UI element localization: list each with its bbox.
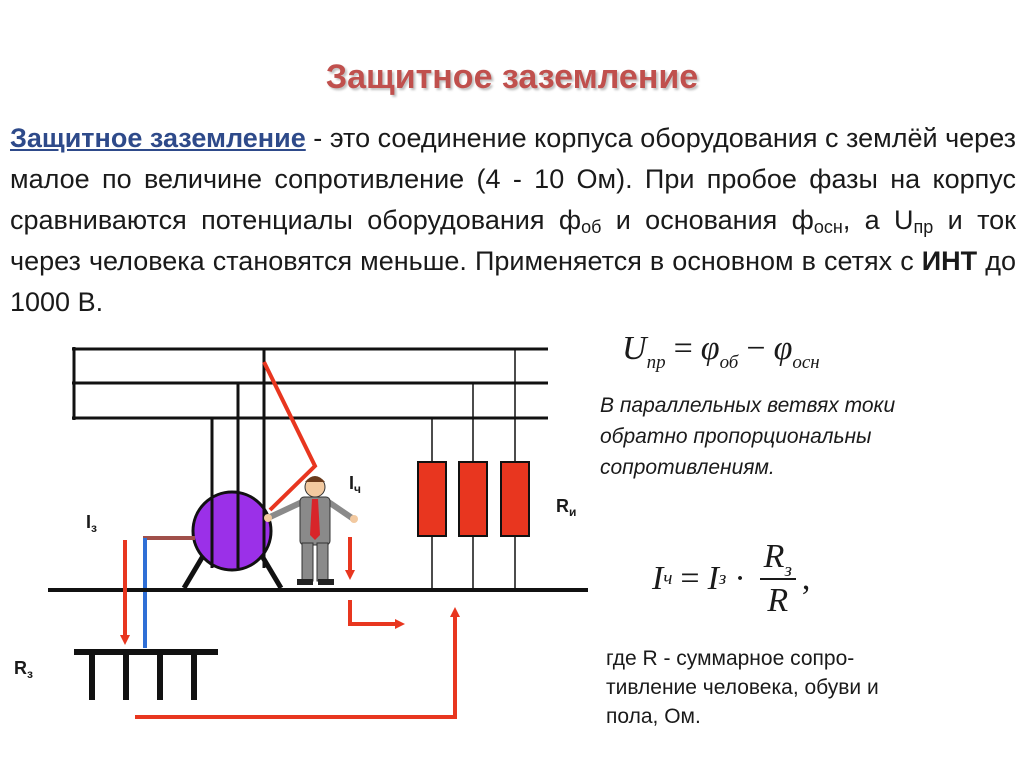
phi-ob-sub: об (581, 217, 602, 237)
fraction-denominator: R (767, 582, 789, 619)
label-ri: $R_и$ (556, 496, 577, 519)
formula-1-phi-osn: φ (773, 330, 793, 367)
definition-text-5: до 1000 В. (10, 246, 1016, 317)
power-lines (72, 347, 548, 420)
formula-2-comma: , (801, 560, 811, 597)
human-current-floor-arrow (350, 600, 400, 624)
human-hair (305, 476, 325, 482)
formula-human-current: I ч = I з · $\frac{R_з}{R}$ , (652, 538, 811, 619)
formula-2-iz: I (707, 560, 719, 597)
human-figure (264, 476, 358, 585)
human-right-shoe (318, 579, 334, 585)
human-left-leg (302, 543, 313, 581)
note-where-r: где R - суммарное сопро-тивление человека, обуви и пола, Ом. (606, 647, 879, 728)
human-right-arm (330, 503, 352, 518)
label-rz: $R_з$ (14, 658, 33, 681)
resistor-1 (418, 462, 446, 536)
fraction-num-r: R (763, 538, 785, 575)
return-current-path (135, 612, 455, 717)
bond-wire (145, 538, 195, 648)
formula-1-minus: − (746, 330, 766, 367)
formula-1-phi-ob-sub: об (719, 352, 739, 373)
formula-1-equals: = (673, 330, 693, 367)
formula-1-phi-osn-sub: осн (792, 352, 820, 373)
ground-electrodes (74, 652, 218, 700)
definition-text-1: - это соединение корпуса оборудования с землёй через малое по величине сопротивление (4 - 10 Ом). При пробое фазы на корпус сравниваются потенциалы оборудования ф (10, 123, 1016, 235)
human-left-hand (264, 514, 272, 522)
int-bold: ИНТ (921, 246, 978, 276)
resistor-2 (459, 462, 487, 536)
label-ich: $I_ч$ (349, 473, 361, 496)
definition-term: Защитное заземление (10, 123, 306, 153)
stand-left-leg (184, 556, 203, 588)
definition-text-2: и основания ф (601, 205, 814, 235)
formula-1-u: U (622, 330, 647, 367)
formula-2-equals: = (680, 560, 700, 597)
formula-2-dot: · (734, 560, 746, 597)
note-parallel-branches: В параллельных ветвях токи обратно пропорциональны сопротивлениям. (600, 394, 896, 479)
human-left-shoe (297, 579, 313, 585)
formula-2-i: I (652, 560, 664, 597)
formula-1-u-sub: пр (646, 352, 666, 373)
resistor-3 (501, 462, 529, 536)
u-pr-sub: пр (913, 217, 934, 237)
slide-title: Защитное заземление (325, 58, 699, 96)
phi-osn-sub: осн (813, 217, 843, 237)
definition-text-3: , а U (842, 205, 914, 235)
formula-1-phi-ob: φ (700, 330, 720, 367)
insulation-resistors (418, 349, 529, 590)
human-right-hand (350, 515, 358, 523)
human-right-leg (317, 543, 328, 581)
definition-text-4: и ток через человека становятся меньше. Применяется в основном в сетях с (10, 205, 1016, 276)
fraction-num-sub: з (784, 560, 792, 581)
label-iz: $I_з$ (86, 512, 97, 535)
motor-housing (193, 492, 271, 570)
